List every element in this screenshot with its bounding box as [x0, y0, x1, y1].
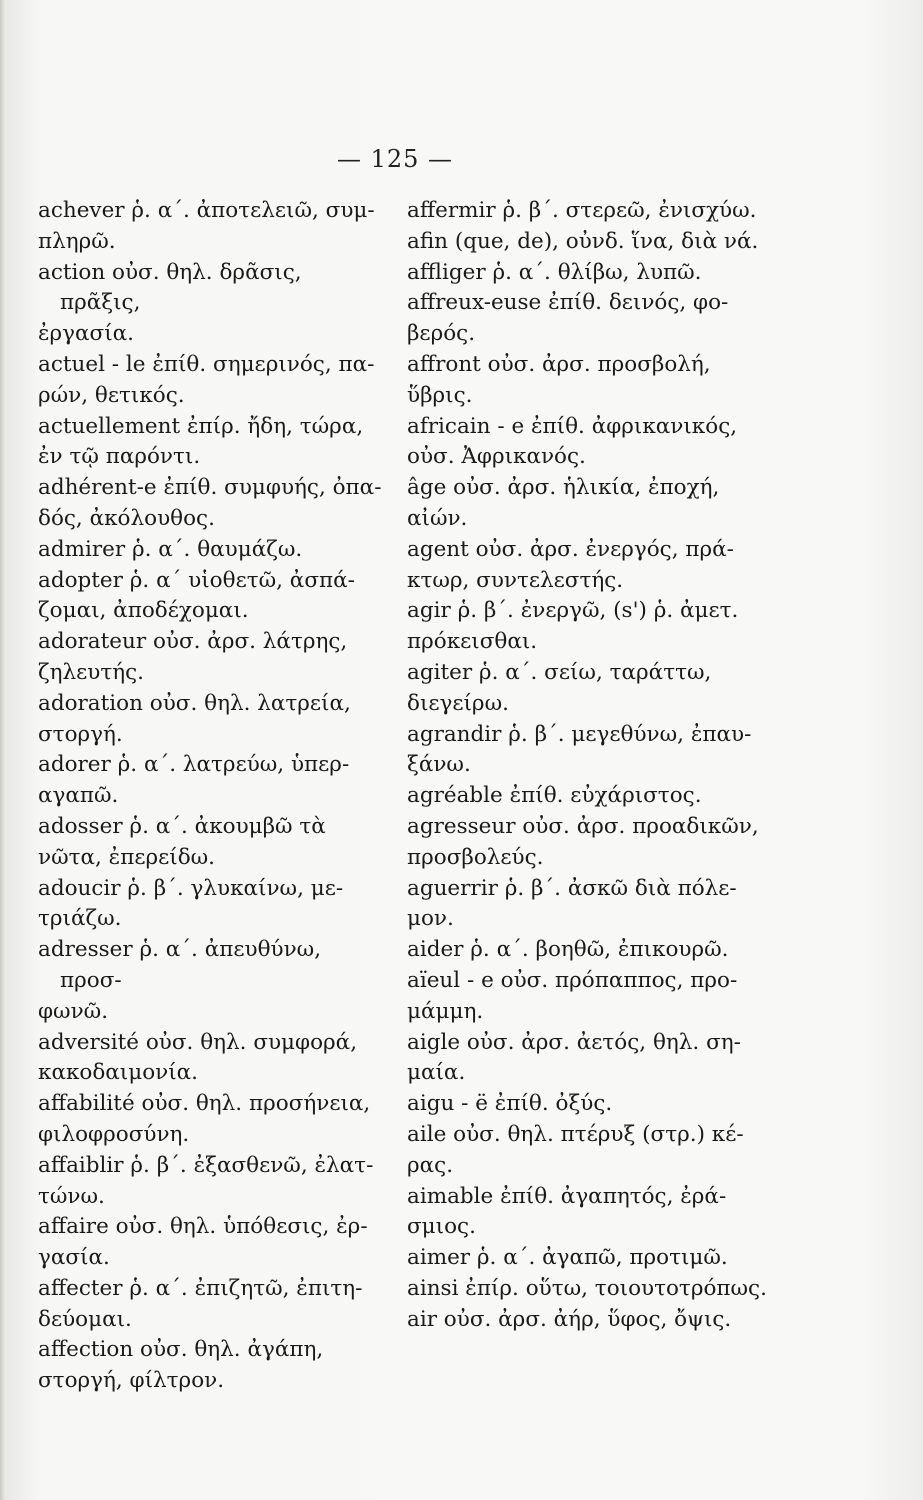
dictionary-entry: [407, 874, 772, 936]
entry-headline: affermir ῥ. β΄. στερεῶ, ἐνισχύω.: [407, 198, 757, 223]
entry-continuation: φωνῶ.: [38, 998, 109, 1024]
entry-headline: adoration οὐσ. θηλ. λατρεία,: [38, 690, 351, 716]
dictionary-entry: [407, 412, 772, 474]
entry-headline: adorer ῥ. α΄. λατρεύω, ὑπερ-: [38, 752, 350, 778]
dictionary-entry: [407, 596, 772, 658]
dictionary-entry: [38, 627, 383, 689]
page-spine-shadow: [0, 0, 6, 1500]
entry-headline: adversité οὐσ. θηλ. συμφορά,: [38, 1029, 358, 1055]
dictionary-entry: [407, 781, 772, 812]
entry-headline: agresseur οὐσ. ἀρσ. προαδικῶν,: [407, 813, 759, 839]
dictionary-entry: [407, 196, 772, 227]
dictionary-entry: [38, 196, 383, 258]
entry-continuation: ζομαι, ἀποδέχομαι.: [38, 598, 249, 624]
entry-continuation: μον.: [407, 906, 454, 932]
dictionary-entry: [38, 874, 383, 936]
dictionary-entry: [38, 1151, 383, 1213]
entry-headline: adosser ῥ. α΄. ἀκουμβῶ τὰ: [38, 813, 326, 839]
dictionary-entry: [407, 258, 772, 289]
dictionary-entry: [407, 1305, 772, 1336]
entry-continuation: ἐργασία.: [38, 321, 135, 347]
dictionary-entry: [38, 689, 383, 751]
dictionary-entry: [38, 412, 383, 474]
entry-continuation: αγαπῶ.: [38, 783, 119, 809]
entry-headline: aigle οὐσ. ἀρσ. ἀετός, θηλ. ση-: [407, 1029, 741, 1055]
page-number: — 125 —: [336, 145, 454, 173]
entry-continuation: μάμμη.: [407, 998, 484, 1024]
dictionary-entry: [407, 720, 772, 782]
dictionary-entry: [38, 535, 383, 566]
entry-continuation: δεύομαι.: [38, 1306, 132, 1332]
entry-headline: air οὐσ. ἀρσ. ἀήρ, ὕφος, ὄψις.: [407, 1306, 732, 1332]
entry-continuation: γασία.: [38, 1245, 110, 1271]
entry-continuation: πρόκεισθαι.: [407, 629, 538, 655]
entry-headline: affaire οὐσ. θηλ. ὑπόθεσις, ἐρ-: [38, 1214, 368, 1240]
entry-headline: aïeul - e οὐσ. πρόπαππος, προ-: [407, 967, 738, 993]
entry-headline: affreux-euse ἐπίθ. δεινός, φο-: [407, 290, 729, 316]
entry-continuation: κτωρ, συντελεστής.: [407, 567, 624, 593]
entry-continuation: στοργή, φίλτρον.: [38, 1368, 225, 1394]
right-column: [407, 196, 772, 1335]
dictionary-entry: [407, 1182, 772, 1244]
entry-continuation: ἐν τῷ παρόντι.: [38, 444, 201, 470]
entry-headline: agir ῥ. β΄. ἐνεργῶ, (s') ῥ. ἀμετ.: [407, 598, 739, 624]
entry-headline: agréable ἐπίθ. εὐχάριστος.: [407, 783, 702, 809]
entry-headline: âge οὐσ. ἀρσ. ἡλικία, ἐποχή,: [407, 475, 720, 501]
entry-continuation: οὐσ. Ἀφρικανός.: [407, 444, 586, 470]
entry-headline: adresser ῥ. α΄. ἀπευθύνω, προσ-: [38, 937, 322, 993]
entry-headline: agent οὐσ. ἀρσ. ἐνεργός, πρά-: [407, 536, 734, 562]
entry-continuation: ρας.: [407, 1152, 454, 1178]
dictionary-entry: [407, 288, 772, 350]
entry-headline: adopter ῥ. α΄ υἱοθετῶ, ἀσπά-: [38, 567, 355, 593]
dictionary-entry: [38, 1028, 383, 1090]
dictionary-entry: [38, 350, 383, 412]
entry-continuation: τώνω.: [38, 1183, 105, 1209]
dictionary-entry: [407, 535, 772, 597]
entry-continuation: ρών, θετικός.: [38, 382, 185, 408]
entry-headline: aguerrir ῥ. β΄. ἀσκῶ διὰ πόλε-: [407, 875, 737, 901]
entry-headline: aimer ῥ. α΄. ἀγαπῶ, προτιμῶ.: [407, 1245, 728, 1271]
dictionary-entry: [407, 1120, 772, 1182]
entry-headline: actuellement ἐπίρ. ἤδη, τώρα,: [38, 413, 364, 439]
entry-continuation: σμιος.: [407, 1214, 476, 1240]
entry-continuation: μαία.: [407, 1060, 466, 1086]
dictionary-entry: [38, 750, 383, 812]
entry-headline: agiter ῥ. α΄. σείω, ταράττω,: [407, 659, 712, 685]
entry-continuation: φιλοφροσύνη.: [38, 1121, 190, 1147]
dictionary-entry: [38, 812, 383, 874]
entry-continuation: προσβολεύς.: [407, 844, 544, 870]
entry-continuation: δός, ἀκόλουθος.: [38, 505, 215, 531]
entry-headline: adorateur οὐσ. ἀρσ. λάτρης,: [38, 629, 348, 655]
entry-headline: achever ῥ. α΄. ἀποτελειῶ, συμ-: [38, 198, 375, 223]
entry-headline: aimable ἐπίθ. ἀγαπητός, ἐρά-: [407, 1183, 727, 1209]
entry-headline: aile οὐσ. θηλ. πτέρυξ (στρ.) κέ-: [407, 1121, 744, 1147]
entry-headline: adhérent-e ἐπίθ. συμφυής, ὀπα-: [38, 475, 382, 501]
dictionary-entry: [38, 1089, 383, 1151]
entry-headline: adoucir ῥ. β΄. γλυκαίνω, με-: [38, 875, 344, 901]
entry-headline: ainsi ἐπίρ. οὕτω, τοιουτοτρόπως.: [407, 1275, 767, 1301]
entry-continuation: αἰών.: [407, 505, 468, 531]
entry-headline: admirer ῥ. α΄. θαυμάζω.: [38, 536, 303, 562]
entry-continuation: ὕβρις.: [407, 382, 473, 408]
entry-continuation: ξάνω.: [407, 752, 471, 778]
entry-headline: affaiblir ῥ. β΄. ἐξασθενῶ, ἐλατ-: [38, 1152, 374, 1178]
entry-headline: actuel - le ἐπίθ. σημερινός, πα-: [38, 351, 375, 377]
entry-continuation: κακοδαιμονία.: [38, 1060, 199, 1086]
entry-headline: action οὐσ. θηλ. δρᾶσις, πρᾶξις,: [38, 259, 302, 316]
entry-continuation: πληρῶ.: [38, 228, 116, 254]
entry-headline: aider ῥ. α΄. βοηθῶ, ἐπικουρῶ.: [407, 937, 729, 963]
left-column: [38, 196, 383, 1397]
entry-continuation: νῶτα, ἐπερείδω.: [38, 844, 216, 870]
entry-headline: afin (que, de), οὐνδ. ἵνα, διὰ νά.: [407, 228, 759, 254]
dictionary-entry: [407, 658, 772, 720]
entry-headline: aigu - ë ἐπίθ. ὀξύς.: [407, 1091, 613, 1117]
entry-continuation: ζηλευτής.: [38, 659, 145, 685]
entry-headline: affliger ῥ. α΄. θλίβω, λυπῶ.: [407, 259, 702, 285]
entry-continuation: διεγείρω.: [407, 690, 509, 716]
dictionary-entry: [38, 473, 383, 535]
entry-headline: affront οὐσ. ἀρσ. προσβολή,: [407, 351, 711, 377]
dictionary-entry: [407, 1243, 772, 1274]
dictionary-entry: [38, 935, 383, 1027]
dictionary-entry: [38, 1335, 383, 1397]
entry-headline: affecter ῥ. α΄. ἐπιζητῶ, ἐπιτη-: [38, 1275, 363, 1301]
entry-continuation: βερός.: [407, 321, 476, 347]
dictionary-entry: [407, 1089, 772, 1120]
dictionary-entry: [407, 812, 772, 874]
dictionary-entry: [407, 1274, 772, 1305]
dictionary-entry: [407, 350, 772, 412]
dictionary-entry: [407, 966, 772, 1028]
dictionary-entry: [38, 1212, 383, 1274]
entry-continuation: τριάζω.: [38, 906, 122, 932]
dictionary-entry: [407, 1028, 772, 1090]
entry-continuation: στοργή.: [38, 721, 123, 747]
entry-headline: affabilité οὐσ. θηλ. προσήνεια,: [38, 1091, 371, 1117]
entry-headline: africain - e ἐπίθ. ἀφρικανικός,: [407, 413, 738, 439]
dictionary-entry: [407, 935, 772, 966]
entry-headline: affection οὐσ. θηλ. ἀγάπη,: [38, 1337, 324, 1363]
dictionary-entry: [38, 258, 383, 350]
entry-headline: agrandir ῥ. β΄. μεγεθύνω, ἐπαυ-: [407, 721, 752, 747]
dictionary-entry: [407, 473, 772, 535]
dictionary-entry: [407, 227, 772, 258]
dictionary-entry: [38, 1274, 383, 1336]
dictionary-entry: [38, 566, 383, 628]
